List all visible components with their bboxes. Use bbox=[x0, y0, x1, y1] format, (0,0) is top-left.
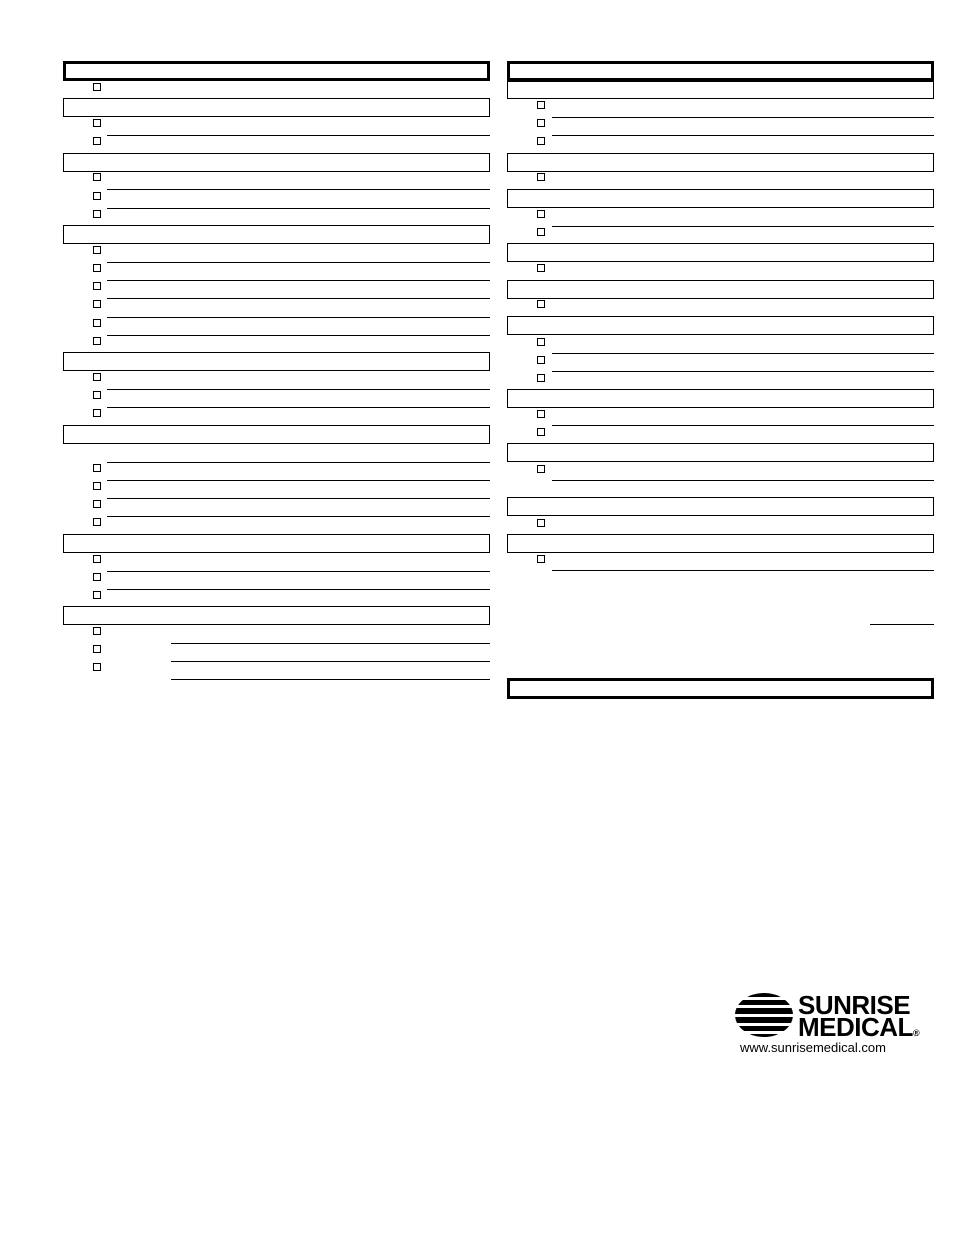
fill-in-line[interactable] bbox=[107, 189, 490, 190]
option-checkbox[interactable] bbox=[537, 101, 545, 109]
fill-in-line[interactable] bbox=[171, 643, 490, 644]
option-checkbox[interactable] bbox=[537, 173, 545, 181]
option-checkbox[interactable] bbox=[93, 500, 101, 508]
registered-mark: ® bbox=[912, 1028, 920, 1038]
option-checkbox[interactable] bbox=[93, 210, 101, 218]
section-header bbox=[63, 225, 490, 244]
option-checkbox[interactable] bbox=[537, 300, 545, 308]
fill-in-line[interactable] bbox=[552, 425, 934, 426]
fill-in-line[interactable] bbox=[107, 516, 490, 517]
logo-line-sunrise: SUNRISE bbox=[798, 990, 911, 1020]
fill-in-line[interactable] bbox=[552, 189, 934, 190]
fill-in-line[interactable] bbox=[552, 135, 934, 136]
section-header bbox=[63, 98, 490, 117]
section-header bbox=[507, 153, 934, 172]
section-header bbox=[63, 425, 490, 444]
section-header bbox=[507, 81, 934, 99]
section-header bbox=[507, 189, 934, 208]
option-checkbox[interactable] bbox=[93, 464, 101, 472]
fill-in-line[interactable] bbox=[107, 262, 490, 263]
option-checkbox[interactable] bbox=[537, 119, 545, 127]
signature-line[interactable] bbox=[870, 624, 934, 625]
fill-in-line[interactable] bbox=[107, 462, 490, 463]
section-header bbox=[507, 316, 934, 335]
option-checkbox[interactable] bbox=[537, 519, 545, 527]
option-checkbox[interactable] bbox=[537, 210, 545, 218]
option-checkbox[interactable] bbox=[537, 374, 545, 382]
option-checkbox[interactable] bbox=[93, 482, 101, 490]
fill-in-line[interactable] bbox=[107, 389, 490, 390]
option-checkbox[interactable] bbox=[93, 319, 101, 327]
fill-in-line[interactable] bbox=[552, 570, 934, 571]
option-checkbox[interactable] bbox=[93, 591, 101, 599]
option-checkbox[interactable] bbox=[93, 373, 101, 381]
fill-in-line[interactable] bbox=[552, 353, 934, 354]
fill-in-line[interactable] bbox=[552, 480, 934, 481]
sun-stripes-icon bbox=[734, 992, 794, 1038]
fill-in-line[interactable] bbox=[107, 335, 490, 336]
logo-url: www.sunrisemedical.com bbox=[740, 1040, 886, 1055]
fill-in-line[interactable] bbox=[107, 571, 490, 572]
fill-in-line[interactable] bbox=[107, 317, 490, 318]
fill-in-line[interactable] bbox=[107, 135, 490, 136]
section-header bbox=[507, 389, 934, 408]
option-checkbox[interactable] bbox=[93, 83, 101, 91]
fill-in-line[interactable] bbox=[552, 371, 934, 372]
option-checkbox[interactable] bbox=[93, 264, 101, 272]
section-header bbox=[507, 534, 934, 553]
option-checkbox[interactable] bbox=[537, 338, 545, 346]
fill-in-line[interactable] bbox=[107, 498, 490, 499]
section-header bbox=[63, 61, 490, 81]
option-checkbox[interactable] bbox=[93, 645, 101, 653]
option-checkbox[interactable] bbox=[93, 282, 101, 290]
option-checkbox[interactable] bbox=[93, 246, 101, 254]
option-checkbox[interactable] bbox=[537, 356, 545, 364]
option-checkbox[interactable] bbox=[93, 409, 101, 417]
fill-in-line[interactable] bbox=[171, 679, 490, 680]
section-header bbox=[507, 61, 934, 81]
section-header bbox=[507, 280, 934, 299]
option-checkbox[interactable] bbox=[537, 137, 545, 145]
option-checkbox[interactable] bbox=[93, 192, 101, 200]
option-checkbox[interactable] bbox=[537, 555, 545, 563]
fill-in-line[interactable] bbox=[107, 298, 490, 299]
section-header bbox=[507, 678, 934, 699]
fill-in-line[interactable] bbox=[107, 280, 490, 281]
fill-in-line[interactable] bbox=[107, 480, 490, 481]
section-header bbox=[507, 497, 934, 516]
option-checkbox[interactable] bbox=[93, 173, 101, 181]
option-checkbox[interactable] bbox=[93, 627, 101, 635]
section-header bbox=[507, 243, 934, 262]
fill-in-line[interactable] bbox=[107, 407, 490, 408]
section-header bbox=[507, 443, 934, 462]
fill-in-line[interactable] bbox=[107, 589, 490, 590]
option-checkbox[interactable] bbox=[93, 663, 101, 671]
fill-in-line[interactable] bbox=[552, 226, 934, 227]
section-header bbox=[63, 606, 490, 625]
option-checkbox[interactable] bbox=[93, 137, 101, 145]
option-checkbox[interactable] bbox=[93, 573, 101, 581]
section-header bbox=[63, 534, 490, 553]
sunrise-medical-logo bbox=[734, 990, 924, 1060]
option-checkbox[interactable] bbox=[93, 555, 101, 563]
option-checkbox[interactable] bbox=[537, 228, 545, 236]
fill-in-line[interactable] bbox=[552, 117, 934, 118]
option-checkbox[interactable] bbox=[537, 410, 545, 418]
option-checkbox[interactable] bbox=[537, 428, 545, 436]
option-checkbox[interactable] bbox=[93, 337, 101, 345]
option-checkbox[interactable] bbox=[93, 300, 101, 308]
option-checkbox[interactable] bbox=[93, 119, 101, 127]
option-checkbox[interactable] bbox=[537, 264, 545, 272]
logo-medical-text: MEDICAL bbox=[798, 1012, 913, 1042]
option-checkbox[interactable] bbox=[93, 518, 101, 526]
section-header bbox=[63, 352, 490, 371]
fill-in-line[interactable] bbox=[171, 661, 490, 662]
section-header bbox=[63, 153, 490, 172]
option-checkbox[interactable] bbox=[93, 391, 101, 399]
option-checkbox[interactable] bbox=[537, 465, 545, 473]
fill-in-line[interactable] bbox=[107, 208, 490, 209]
